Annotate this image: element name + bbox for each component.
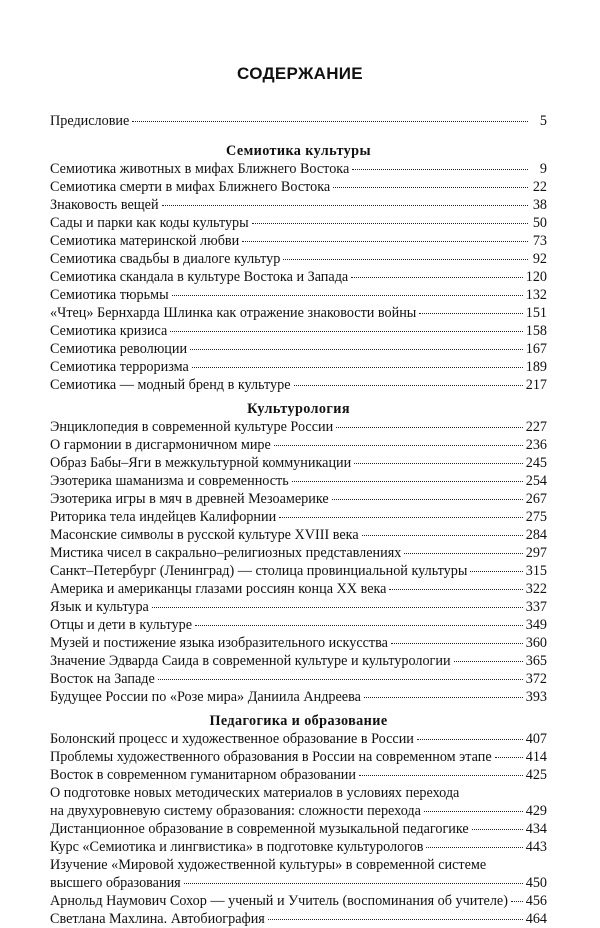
toc-entry-title: Масонские символы в русской культуре XVIII века [50,527,359,543]
toc-entry-title: Восток в современном гуманитарном образовании [50,767,356,783]
toc-entry-title: Восток на Западе [50,671,155,687]
dot-leader [472,829,523,830]
toc-entry[interactable] [50,232,547,250]
toc-entry[interactable] [50,436,547,454]
toc-entry-title: Эзотерика игры в мяч в древней Мезоамерике [50,491,329,507]
toc-entry-page: 372 [525,671,547,687]
toc-entry[interactable] [50,286,547,304]
toc-entry[interactable] [50,766,547,784]
toc-entry-preface[interactable] [50,112,547,130]
dot-leader [404,553,522,554]
toc-entry-title: «Чтец» Бернхарда Шлинка как отражение знаковости войны [50,305,417,321]
dot-leader [364,697,523,698]
toc-entry[interactable] [50,268,547,286]
toc-entry-page: 414 [525,749,547,765]
section-heading: Семиотика культуры [226,143,371,159]
dot-leader [362,535,523,536]
toc-entry-title: Предисловие [50,113,130,129]
dot-leader [470,571,522,572]
toc-entry-page: 73 [532,233,547,249]
toc-entry-page: 360 [525,635,547,651]
toc-entry-title: Проблемы художественного образования в России на современном этапе [50,749,492,765]
toc-entry-page: 407 [525,731,547,747]
toc-entry-page: 254 [525,473,547,489]
toc-entry-title: Семиотика кризиса [50,323,168,339]
toc-entry[interactable] [50,322,547,340]
toc-entry-page: 443 [525,839,547,855]
toc-entry-page: 227 [525,419,547,435]
toc-entry-line2 [50,802,547,820]
toc-entry-page: 365 [525,653,547,669]
spacer [50,130,547,136]
toc-entry-page: 151 [525,305,547,321]
toc-entry[interactable] [50,358,547,376]
dot-leader [170,331,522,332]
toc-entry[interactable] [50,910,547,928]
toc-entry-title: Светлана Махлина. Автобиография [50,911,265,927]
toc-entry-title: Энциклопедия в современной культуре России [50,419,334,435]
toc-entry-title: Семиотика свадьбы в диалоге культур [50,251,281,267]
dot-leader [184,883,523,884]
section-heading: Культурология [247,401,350,417]
toc-entry-page: 456 [525,893,547,909]
toc-entry[interactable] [50,562,547,580]
dot-leader [426,847,522,848]
toc-entry-title: Семиотика смерти в мифах Ближнего Востока [50,179,331,195]
toc-entry-title: Семиотика — модный бренд в культуре [50,377,291,393]
toc-entry-page: 217 [525,377,547,393]
toc-entry-title: Будущее России по «Розе мира» Даниила Андреева [50,689,361,705]
toc-entry-title: Семиотика революции [50,341,188,357]
dot-leader [195,625,523,626]
toc-entry-page: 297 [525,545,547,561]
toc-entry-title: Язык и культура [50,599,149,615]
dot-leader [252,223,528,224]
dot-leader [190,349,523,350]
toc-entry-title: Значение Эдварда Саида в современной культуре и культурологии [50,653,451,669]
toc-entry[interactable] [50,454,547,472]
toc-entry-page: 189 [525,359,547,375]
dot-leader [389,589,522,590]
toc-entry-page: 315 [525,563,547,579]
toc-entry[interactable] [50,160,547,178]
dot-leader [391,643,523,644]
toc-entry[interactable] [50,580,547,598]
dot-leader [424,811,523,812]
toc-entry-title: высшего образования [50,875,181,891]
toc-entry[interactable] [50,376,547,394]
toc-entry-page: 275 [525,509,547,525]
toc-entry[interactable] [50,784,547,820]
toc-entry[interactable] [50,820,547,838]
dot-leader [158,679,523,680]
dot-leader [417,739,523,740]
dot-leader [454,661,523,662]
toc-entry-title: Арнольд Наумович Сохор — ученый и Учитель (воспоминания об учителе) [50,893,508,909]
toc-entry[interactable] [50,838,547,856]
toc-entry-title: Семиотика животных в мифах Ближнего Востока [50,161,350,177]
toc-entry-title: Образ Бабы–Яги в межкультурной коммуникации [50,455,352,471]
toc-entry-title: О гармонии в дисгармоничном мире [50,437,271,453]
toc-entry-line2 [50,874,547,892]
toc-entry[interactable] [50,178,547,196]
dot-leader [333,187,528,188]
toc-entry-page: 337 [525,599,547,615]
toc-entry[interactable] [50,652,547,670]
toc-entry-title: Музей и постижение языка изобразительного искусства [50,635,388,651]
dot-leader [332,499,523,500]
dot-leader [495,757,523,758]
toc-entry[interactable] [50,418,547,436]
toc-entry[interactable] [50,304,547,322]
dot-leader [152,607,523,608]
dot-leader [132,121,528,122]
dot-leader [351,277,523,278]
toc-entry-title: Эзотерика шаманизма и современность [50,473,289,489]
toc-entry[interactable] [50,730,547,748]
toc-entry-page: 132 [525,287,547,303]
dot-leader [359,775,523,776]
toc-entry[interactable] [50,634,547,652]
toc-entry-title: Дистанционное образование в современной музыкальной педагогике [50,821,469,837]
toc-entry-page: 429 [525,803,547,819]
toc-sections [50,142,547,928]
toc-entry-title-line1: О подготовке новых методических материалов в условиях перехода [50,785,460,801]
toc-entry-page: 9 [539,161,547,177]
dot-leader [354,463,523,464]
toc-entry[interactable] [50,544,547,562]
toc-entry-page: 450 [525,875,547,891]
toc-entry[interactable] [50,748,547,766]
toc-entry[interactable] [50,508,547,526]
toc-entry-title: на двухуровневую систему образования: сложности перехода [50,803,421,819]
toc-entry[interactable] [50,196,547,214]
toc-entry[interactable] [50,670,547,688]
toc-entry[interactable] [50,340,547,358]
dot-leader [172,295,523,296]
dot-leader [292,481,523,482]
dot-leader [283,259,528,260]
toc-entry-page: 284 [525,527,547,543]
toc-entry[interactable] [50,856,547,892]
toc-entry-page: 167 [525,341,547,357]
toc-entry-page: 393 [525,689,547,705]
toc-entry-page: 92 [532,251,547,267]
toc-entry-title: Санкт–Петербург (Ленинград) — столица провинциальной культуры [50,563,468,579]
dot-leader [336,427,523,428]
toc-entry-page: 322 [525,581,547,597]
toc-entry-page: 120 [525,269,547,285]
toc-entry[interactable] [50,598,547,616]
page-title: СОДЕРЖАНИЕ [237,64,363,83]
toc-entry-title: Семиотика материнской любви [50,233,240,249]
dot-leader [294,385,523,386]
dot-leader [274,445,523,446]
toc-entry-title: Семиотика терроризма [50,359,189,375]
toc-entry-page: 425 [525,767,547,783]
toc-entry[interactable] [50,250,547,268]
toc-entry-title: Болонский процесс и художественное образование в России [50,731,414,747]
toc-entry-title: Семиотика скандала в культуре Востока и Запада [50,269,349,285]
toc-entry-title: Курс «Семиотика и лингвистика» в подготовке культурологов [50,839,424,855]
toc-entry[interactable] [50,526,547,544]
toc-entry-page: 434 [525,821,547,837]
toc-entry-page: 38 [532,197,547,213]
dot-leader [419,313,522,314]
dot-leader [352,169,528,170]
toc-entry-title: Мистика чисел в сакрально–религиозных представлениях [50,545,402,561]
toc-entry-title-line1: Изучение «Мировой художественной культуры» в современной системе [50,857,487,873]
toc-entry-title: Сады и парки как коды культуры [50,215,249,231]
toc-entry[interactable] [50,472,547,490]
toc-entry-page: 267 [525,491,547,507]
dot-leader [279,517,523,518]
toc-entry[interactable] [50,892,547,910]
toc-entry-title: Америка и американцы глазами россиян конца ХХ века [50,581,387,597]
dot-leader [268,919,523,920]
toc-entry-page: 245 [525,455,547,471]
toc-entry-page: 349 [525,617,547,633]
toc-entry-page: 236 [525,437,547,453]
toc-entry-title: Знаковость вещей [50,197,159,213]
toc-entry[interactable] [50,214,547,232]
toc-entry-title: Риторика тела индейцев Калифорнии [50,509,277,525]
toc-entry[interactable] [50,688,547,706]
toc-entry-title: Отцы и дети в культуре [50,617,193,633]
toc-entry[interactable] [50,616,547,634]
dot-leader [511,901,523,902]
dot-leader [242,241,528,242]
dot-leader [192,367,523,368]
toc-entry-page: 22 [532,179,547,195]
toc-entry-title: Семиотика тюрьмы [50,287,169,303]
section-heading: Педагогика и образование [209,713,388,729]
toc-entry-page: 50 [532,215,547,231]
table-of-contents [50,112,547,928]
toc-entry-page: 464 [525,911,547,927]
toc-entry[interactable] [50,490,547,508]
dot-leader [162,205,528,206]
toc-entry-page: 158 [525,323,547,339]
toc-entry-page: 5 [539,113,547,129]
